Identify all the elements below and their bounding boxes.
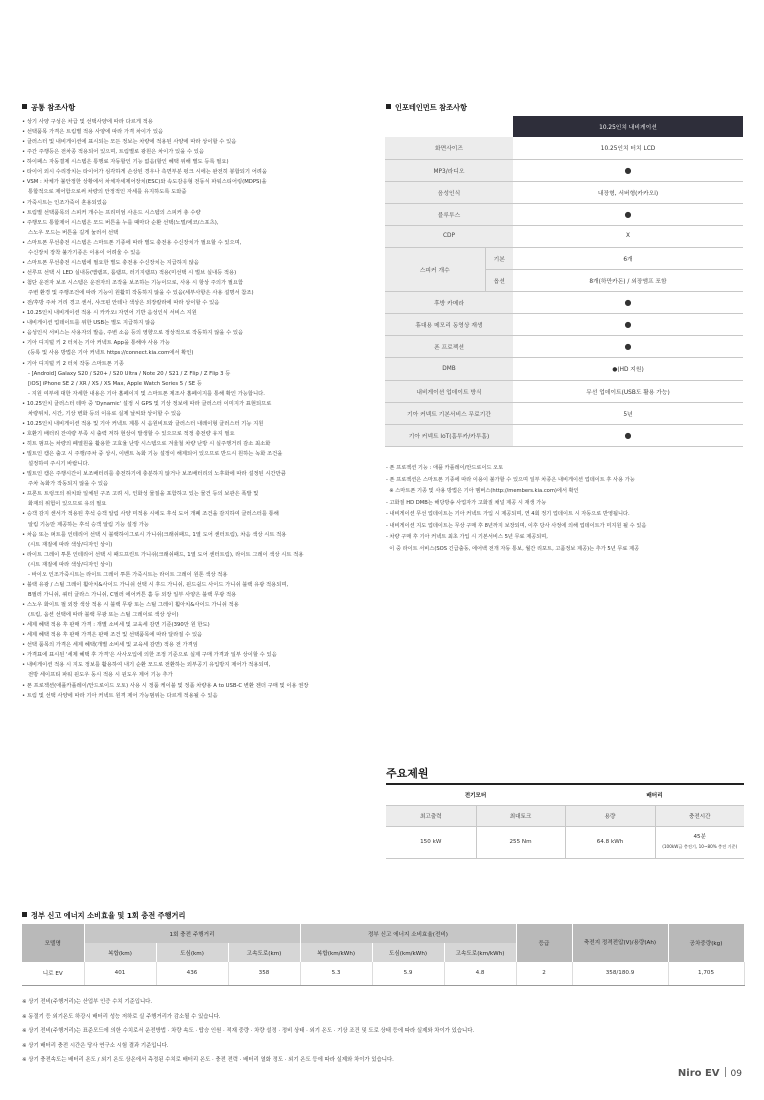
common-note-line: • 호환기 배터리 잔여량 부족 시 출력 저하 현상이 발생할 수 있으므로 적정 충전량 유지 필요 bbox=[22, 429, 372, 439]
common-note-line: • 트림 및 선택 사양에 따라 기아 커넥트 원격 제어 가능범위는 다르게 적용될 수 있음 bbox=[22, 691, 372, 701]
spec-table bbox=[386, 783, 744, 859]
common-note-line: • 음성인식 서비스는 사용자의 발음, 주변 소음 등의 영향으로 정상적으로 작동하지 않을 수 있음 bbox=[22, 328, 372, 338]
eff-weight-header: 공차중량(kg) bbox=[668, 924, 744, 962]
infotainment-value: 6개 bbox=[513, 247, 743, 269]
infotainment-sublabel: 옵션 bbox=[485, 270, 513, 292]
eff-voltage-header: 축전지 정격전압(V)/용량(Ah) bbox=[572, 924, 668, 962]
infotainment-header-row bbox=[385, 116, 743, 137]
common-note-line: • 폰 프로젝션(애플카플레이/안드로이드 오토) 사용 시 정품 케이블 및 정품 차량용 A to USB-C 변환 젠더 구매 및 이용 권장 bbox=[22, 681, 372, 691]
infotainment-row bbox=[385, 380, 743, 402]
infotainment-sublabel: 기본 bbox=[485, 247, 513, 269]
battery-header: 배터리 bbox=[565, 784, 744, 805]
common-note-line: • 세제 혜택 적용 후 판매 가격 : 개별 소비세 및 교육세 감면 기준(390만 원 한도) bbox=[22, 620, 372, 630]
infotainment-note-line: - 내비게이션 지도 업데이트는 무상 구매 후 8년까지 보장되며, 이후 당사 사정에 의해 업데이트가 미지원 될 수 있음 bbox=[386, 522, 647, 529]
spec-column-row bbox=[386, 805, 744, 826]
infotainment-note-line: - 내비게이션 무선 업데이트는 기아 커넥트 가입 시 제공되며, 연 4회 정기 업데이트 시 자동으로 반영됩니다. bbox=[386, 511, 630, 517]
common-note-line: B필러 가니쉬, 쿼터 글라스 가니쉬, C필러 에어커튼 홀 등 외장 일부 사양은 블랙 무광 적용 bbox=[28, 591, 237, 598]
infotainment-label: CDP bbox=[385, 225, 513, 247]
common-note-line: 주변 환경 및 주행조건에 따라 기능이 원활히 작동하지 않을 수 있음(세부사항은 사용 설명서 참조) bbox=[28, 290, 254, 297]
common-note-line: • 선루프 선택 시 LED 실내등(맵램프, 룸램프, 러기지램프) 적용(미선택 시 벌브 실내등 적용) bbox=[22, 268, 372, 278]
common-note-line: • 전/후방 주차 거리 경고 센서, 샤크핀 안테나 색상은 외장칼라에 따라 상이할 수 있음 bbox=[22, 298, 372, 308]
common-note-line: 주차 녹화가 작동되지 않을 수 있음 bbox=[28, 481, 109, 488]
infotainment-value: 내장형, 서버형(카카오i) bbox=[513, 181, 743, 203]
efficiency-note-line: ※ 상기 전비(주행거리)는 산업부 인증 수치 기준입니다. bbox=[22, 999, 153, 1005]
common-note-line: 스노우 모드는 버튼을 길게 눌러서 선택 bbox=[28, 229, 119, 236]
eff-sub-header: 복합(km/kWh) bbox=[300, 943, 372, 962]
eff-cell: 2 bbox=[516, 962, 572, 985]
eff-sub-header: 도심(km) bbox=[156, 943, 228, 962]
eff-sub-header: 도심(km/kWh) bbox=[372, 943, 444, 962]
efficiency-section-title: 정부 신고 에너지 소비효율 및 1회 충전 주행거리 bbox=[22, 911, 185, 921]
infotainment-header: 10.25인치 내비게이션 bbox=[513, 116, 743, 137]
common-note-line: • 기아 디지털 키 2 터치 작동 스마트폰 기종 bbox=[22, 359, 372, 369]
common-note-line: • 빌트인 캠은 주행시간이 보조배터리를 충전하기에 충분하지 않거나 보조배터리의 노후화에 따라 설정된 시간만큼 bbox=[22, 469, 372, 479]
efficiency-note-line: ※ 상기 충전속도는 배터리 온도 / 외기 온도 상온에서 측정된 수치로 배터리 온도 · 충전 전력 · 배터리 열화 정도 · 외기 온도 등에 따라 실제와 차이가 있습니다. bbox=[22, 1057, 394, 1063]
common-note-line: (시트 재질에 따라 색상/디자인 상이) bbox=[28, 541, 113, 548]
infotainment-note-line: - 폰 프로젝션 기능 : 애플 카플레이/안드로이드 오토 bbox=[386, 465, 504, 471]
eff-cell: 358 bbox=[228, 962, 300, 985]
infotainment-row bbox=[385, 358, 743, 380]
eff-grade-header: 등급 bbox=[516, 924, 572, 962]
infotainment-row bbox=[385, 181, 743, 203]
infotainment-value: ● bbox=[513, 203, 743, 225]
common-note-line: (등록 및 사용 방법은 기아 커넥트 https://connect.kia.com에서 확인) bbox=[28, 350, 194, 357]
infotainment-row bbox=[385, 137, 743, 159]
common-note-line: • 주간 주행등은 전차종 적용되어 있으며, 트림별로 광원은 차이가 있을 수 있음 bbox=[22, 147, 372, 157]
spec-max-torque: 255 Nm bbox=[476, 826, 565, 858]
page-footer bbox=[678, 1067, 742, 1079]
infotainment-note-line: - 차량 구매 후 기아 커넥트 최초 가입 시 기본서비스 5년 무료 제공되며, bbox=[386, 534, 548, 540]
common-note-line: • 10.25인치 클러스터 테마 중 'Dynamic' 설정 시 GPS 및 기상 정보에 따라 클러스터 이미지가 표현되므로 bbox=[22, 399, 372, 409]
infotainment-value: X bbox=[513, 225, 743, 247]
infotainment-value: ● bbox=[513, 292, 743, 314]
common-note-line: - 지원 여부에 대한 자세한 내용은 기아 홈페이지 및 스마트폰 제조사 홈페이지를 통해 확인 가능합니다. bbox=[28, 390, 265, 397]
infotainment-row bbox=[385, 424, 743, 446]
common-note-line: (트림, 옵션 선택에 따라 블랙 무광 또는 스틸 그레이로 색상 상이) bbox=[28, 612, 179, 619]
infotainment-label: 화면사이즈 bbox=[385, 137, 513, 159]
infotainment-value: ● bbox=[513, 159, 743, 181]
spec-title: 주요제원 bbox=[386, 767, 429, 780]
common-note-line: 차량위치, 시간, 기상 변화 등의 이유로 실제 날씨와 상이할 수 있음 bbox=[28, 410, 182, 417]
infotainment-row bbox=[385, 402, 743, 424]
spec-max-power: 150 kW bbox=[386, 826, 476, 858]
common-note-line: • 세제 혜택 적용 후 판매 가격은 판매 조건 및 선택품목에 따라 달라질 수 있음 bbox=[22, 630, 372, 640]
infotainment-label: 폰 프로젝션 bbox=[385, 336, 513, 358]
efficiency-notes bbox=[22, 995, 744, 1068]
square-bullet-icon bbox=[22, 912, 27, 917]
common-note-line: [iOS] iPhone SE 2 / XR / XS / XS Max, Apple Watch Series 5 / SE 등 bbox=[28, 380, 202, 387]
common-note-line: • 기아 디지털 키 2 터치는 기아 커넥트 App을 통해야 사용 가능 bbox=[22, 338, 372, 348]
eff-cell: 5.9 bbox=[372, 962, 444, 985]
eff-sub-header: 고속도로(km/kWh) bbox=[444, 943, 516, 962]
eff-range-header: 1회 충전 주행거리 bbox=[84, 924, 300, 943]
efficiency-table bbox=[22, 924, 745, 986]
infotainment-label: 스피커 개수 bbox=[385, 247, 485, 291]
efficiency-note-line: ※ 상기 배터리 충전 시간은 당사 연구소 시험 결과 기준입니다. bbox=[22, 1042, 169, 1049]
infotainment-label: 내비게이션 업데이트 방식 bbox=[385, 380, 513, 402]
eff-consumption-header: 정부 신고 에너지 소비효율(전비) bbox=[300, 924, 516, 943]
common-note-line: • 10.25인치 내비게이션 적용 및 기아 커넥트 계통 시 음원비트와 클러스터 내레이형 클러스터 기능 지원 bbox=[22, 419, 372, 429]
common-note-line: 수신장치 장착 불가기종은 이용이 어려울 수 있음 bbox=[28, 249, 141, 256]
common-note-line: • 선택 품목의 가격은 세제 혜택(개별 소비세 및 교육세 감면) 적용 전 가격임 bbox=[22, 640, 372, 650]
eff-sub-header: 복합(km) bbox=[84, 943, 156, 962]
infotainment-label: 기아 커넥트 기본서비스 무료기간 bbox=[385, 402, 513, 424]
infotainment-label: 음성인식 bbox=[385, 181, 513, 203]
spec-col-capacity: 용량 bbox=[565, 805, 655, 826]
infotainment-row bbox=[385, 247, 743, 269]
infotainment-label: 기아 커넥트 IoT(홈투카/카투홈) bbox=[385, 424, 513, 446]
infotainment-label: 휴대용 메모리 동영상 재생 bbox=[385, 314, 513, 336]
efficiency-data-row bbox=[22, 962, 744, 985]
spec-value-row bbox=[386, 826, 744, 858]
infotainment-note-line: - 폰 프로젝션은 스마트폰 기종에 따라 이용이 불가할 수 있으며 일부 차종은 내비게이션 업데이트 후 사용 가능 bbox=[386, 476, 635, 483]
eff-model-header: 모델명 bbox=[22, 924, 84, 962]
infotainment-value: 8개(하만카돈) / 외장앰프 포함 bbox=[513, 270, 743, 292]
common-note-line: 알림 기능만 제공하는 후석 승객 알림 기능 설정 가능 bbox=[28, 521, 149, 528]
common-note-line: • 주행모드 통합제어 시스템은 모드 버튼을 누를 때마다 순환 선택(노멀/에코/스포츠), bbox=[22, 218, 372, 228]
common-note-line: • 스노우 화이트 펄 외장 색상 적용 시 블랙 무광 또는 스틸 그레이 휠아치&사이드 가니쉬 적용 bbox=[22, 600, 372, 610]
common-note-line: • 가죽시트는 인조가죽이 혼용되었음 bbox=[22, 198, 372, 208]
infotainment-label: DMB bbox=[385, 358, 513, 380]
infotainment-row bbox=[385, 292, 743, 314]
infotainment-note-line: - 고화질 HD DMB는 해당방송 사업자가 고화질 채널 제공 시 재생 가능 bbox=[386, 499, 547, 506]
spec-col-charge-time: 충전시간 bbox=[655, 805, 744, 826]
square-bullet-icon bbox=[386, 104, 391, 109]
eff-cell: 5.3 bbox=[300, 962, 372, 985]
spec-col-max-torque: 최대토크 bbox=[476, 805, 565, 826]
common-note-line: • 내비게이션 적용 시 지도 정보를 활용하여 내기 순환 모드로 전환하는 외부공기 유입방지 제어가 적용되며, bbox=[22, 660, 372, 670]
infotainment-table bbox=[385, 116, 743, 447]
infotainment-row bbox=[385, 336, 743, 358]
common-note-line: 설정하여 주시기 바랍니다. bbox=[28, 461, 90, 468]
common-note-line: • 첨단 운전자 보조 시스템은 운전자의 조작을 보조하는 기능이므로, 사용 시 항상 주의가 필요함 bbox=[22, 278, 372, 288]
infotainment-row bbox=[385, 159, 743, 181]
eff-cell: 니로 EV bbox=[22, 962, 84, 985]
common-note-line: • 프론트 트렁크의 위치와 일체된 구조 고려 시, 인화성 물질을 포함하고 있는 물건 등의 보관은 폭발 및 bbox=[22, 489, 372, 499]
common-note-line: • 10.25인치 내비게이션 적용 시 카카오i 자연어 기반 음성인식 서비스 지원 bbox=[22, 308, 372, 318]
infotainment-label: 후방 카메라 bbox=[385, 292, 513, 314]
common-note-line: - 바이오 인조가죽시트는 라이트 그레이 투톤 가죽시트는 라이트 그레이 원톤 색상 적용 bbox=[28, 571, 228, 578]
common-note-line: 통합적으로 제어함으로써 차량의 안정적인 자세를 유지하도록 도와줌 bbox=[28, 189, 187, 196]
common-note-line: - [Android] Galaxy S20 / S20+ / S20 Ultra / Note 20 / S21 / Z Flip / Z Flip 3 등 bbox=[28, 370, 231, 377]
eff-sub-header: 고속도로(km) bbox=[228, 943, 300, 962]
efficiency-note-line: ※ 동절기 등 외기온도 하강시 배터리 성능 저하로 실 주행거리가 감소될 수 있습니다. bbox=[22, 1013, 221, 1020]
common-note-line: • 타이어 외시 수리장치는 타이어가 심각하게 손상된 경우나 측면부분 펑크 시에는 완전히 봉합되기 어려움 bbox=[22, 167, 372, 177]
common-note-line: • 클러스터 및 내비게이션에 표시되는 모든 정보는 차량에 적용된 사양에 따라 상이할 수 있음 bbox=[22, 137, 372, 147]
common-note-line: • 하이패스 자동결제 시스템은 통행료 자동할인 기능 없음(할인 혜택 위해 별도 등록 필요) bbox=[22, 157, 372, 167]
square-bullet-icon bbox=[22, 104, 27, 109]
common-note-line: • 블랙 유광 / 스틸 그레이 휠아치&사이드 가니쉬 선택 시 후드 가니쉬, 윈드쉴드 사이드 가니쉬 블랙 유광 적용되며, bbox=[22, 580, 372, 590]
efficiency-note-line: ※ 상기 전비(주행거리)는 표준모드에 의한 수치로서 운전방법 · 차량 속도 · 탑승 인원 · 적재 중량 · 차량 설정 · 정비 상태 · 외기 온도 · 기상 조건 및 도로 상태 등에 따라 실제와 차이가 있습니다. bbox=[22, 1028, 475, 1034]
common-note-line: • 승객 감지 센서가 적용된 후석 승객 알림 사양 미적용 시에도 후석 도어 개폐 조건을 감지하여 클러스터를 통해 bbox=[22, 509, 372, 519]
infotainment-notes bbox=[386, 463, 746, 555]
common-note-line: • 내비게이션 업데이트를 위한 USB는 별도 지급하지 않음 bbox=[22, 318, 372, 328]
infotainment-value: ●(HD 지원) bbox=[513, 358, 743, 380]
infotainment-note-line: ※ 스마트폰 기종 및 사용 방법은 기아 멤버스(http://members.kia.com)에서 확인 bbox=[386, 488, 579, 494]
page-number: 09 bbox=[730, 1069, 742, 1079]
common-notes-list bbox=[22, 117, 372, 701]
common-note-line: • 트림별 선택품목의 스피커 개수는 프리미엄 사운드 시스템의 스피커 총 수량 bbox=[22, 208, 372, 218]
efficiency-header-row bbox=[22, 924, 744, 943]
infotainment-label: MP3/라디오 bbox=[385, 159, 513, 181]
common-note-line: (시트 재질에 따라 색상/디자인 상이) bbox=[28, 561, 113, 568]
footer-divider bbox=[725, 1067, 726, 1077]
spec-group-row bbox=[386, 784, 744, 805]
eff-cell: 401 bbox=[84, 962, 156, 985]
common-section-title: 공통 참조사항 bbox=[22, 103, 75, 113]
common-note-line: • 가격표에 표시된 '세제 혜택 후 가격'은 사사오입에 의한 조정 기준으로 실제 구매 가격과 일부 상이할 수 있음 bbox=[22, 650, 372, 660]
infotainment-note-line: 이 중 라이트 서비스(SOS 긴급출동, 에어백 전개 자동 통보, 월간 리포트, 고품정보 제공)는 추가 5년 무료 제공 bbox=[386, 545, 640, 552]
infotainment-value: ● bbox=[513, 424, 743, 446]
infotainment-value: ● bbox=[513, 314, 743, 336]
spec-col-max-power: 최고출력 bbox=[386, 805, 476, 826]
common-note-line: • 빌트인 캠은 출고 시 주행/주차 중 상시, 이벤트 녹화 기능 설정이 해제되어 있으므로 반드시 원하는 녹화 조건을 bbox=[22, 449, 372, 459]
infotainment-value: ● bbox=[513, 336, 743, 358]
infotainment-value: 무선 업데이트(USB도 활용 가능) bbox=[513, 380, 743, 402]
common-note-line: • 스마트폰 무선충전 시스템은 스마트폰 기종에 따라 별도 충전용 수신장치가 필요할 수 있으며, bbox=[22, 238, 372, 248]
common-note-line: 전방 세이프티 파워 윈도우 동시 적용 시 윈도우 제어 기능 추가 bbox=[28, 672, 173, 679]
eff-cell: 1,705 bbox=[668, 962, 744, 985]
infotainment-section-title: 인포테인먼트 참조사항 bbox=[386, 103, 467, 113]
common-note-line: • 히트 펌프는 차량의 폐열원을 활용한 고효율 난방 시스템으로 겨울철 차량 난방 시 실주행거리 감소 최소화 bbox=[22, 439, 372, 449]
common-note-line: • 라이트 그레이 투톤 인테리어 선택 시 패드프린트 가니쉬(크래쉬패드, 1열 도어 센터트림), 라이트 그레이 색상 시트 적용 bbox=[22, 550, 372, 560]
eff-cell: 436 bbox=[156, 962, 228, 985]
infotainment-value: 5년 bbox=[513, 402, 743, 424]
eff-cell: 4.8 bbox=[444, 962, 516, 985]
common-note-line: 화재의 위험이 있으므로 유의 필요 bbox=[28, 501, 107, 508]
common-note-line: • 선택품목 가격은 트림별 적용 사양에 따라 가격 차이가 있음 bbox=[22, 127, 372, 137]
eff-cell: 358/180.9 bbox=[572, 962, 668, 985]
spec-charge-time: 45분 (100kW급 충전기, 10~80% 충전 기준) bbox=[655, 826, 744, 858]
infotainment-label: 블루투스 bbox=[385, 203, 513, 225]
infotainment-value: 10.25인치 터치 LCD bbox=[513, 137, 743, 159]
infotainment-row bbox=[385, 225, 743, 247]
common-note-line: • 상기 사양 구성은 차급 및 선택사양에 따라 다르게 적용 bbox=[22, 117, 372, 127]
footer-brand: Niro EV bbox=[677, 1068, 720, 1079]
infotainment-row bbox=[385, 314, 743, 336]
common-note-line: • 차음 또는 퍼트를 인테리어 선택 시 블랙하이그로시 가니쉬(크래쉬패드, 1열 도어 센터트림), 차음 색상 시트 적용 bbox=[22, 530, 372, 540]
infotainment-row bbox=[385, 203, 743, 225]
common-note-line: • VSM : 차체가 불안정한 상황에서 차체자세제어장치(ESC)와 속도감응형 전동식 파워스티어링(MDPS)을 bbox=[22, 177, 372, 187]
motor-header: 전기모터 bbox=[386, 784, 565, 805]
spec-capacity: 64.8 kWh bbox=[565, 826, 655, 858]
common-note-line: • 스마트폰 무선충전 시스템에 필요한 별도 충전용 수신장치는 지급하지 않음 bbox=[22, 258, 372, 268]
